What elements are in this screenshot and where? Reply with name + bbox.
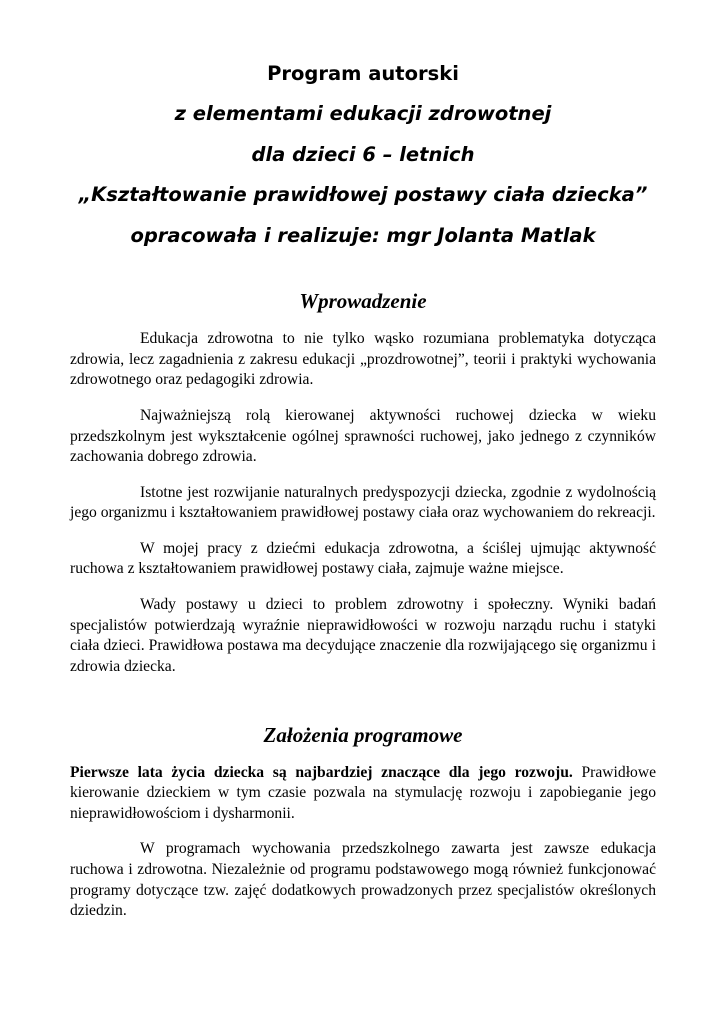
title-block bbox=[70, 62, 656, 247]
intro-heading: Wprowadzenie bbox=[299, 288, 427, 313]
assumptions-paragraph-2: W programach wychowania przedszkolnego zawarta jest zawsze edukacja ruchowa i zdrowotna. Niezależnie od programu podstawowego mogą również funkcjonować programy dotyczące tzw. zajęć dodatkowych prowadzonych przez specjalistów określonych dziedzin. bbox=[70, 840, 656, 920]
intro-paragraph-2: Najważniejszą rolą kierowanej aktywności ruchowej dziecka w wieku przedszkolnym jest wykształcenie ogólnej sprawności ruchowej, jako jednego z czynników zachowania dobrego zdrowia. bbox=[70, 406, 656, 466]
assumptions-lead-sentence: Pierwsze lata życia dziecka są najbardziej znaczące dla jego rozwoju. bbox=[70, 763, 573, 781]
assumptions-heading: Założenia programowe bbox=[263, 723, 463, 748]
document-page bbox=[70, 62, 656, 922]
assumptions-paragraph-1-rest: Prawidłowe kierowanie dzieckiem w tym czasie pozwala na stymulację rozwoju i zapobieganie jego nieprawidłowościom i dysharmonii. bbox=[70, 763, 657, 822]
program-subtitle: z elementami edukacji zdrowotnej bbox=[174, 102, 552, 126]
intro-paragraph-3: Istotne jest rozwijanie naturalnych predyspozycji dziecka, zgodnie z wydolnością jego organizmu i kształtowaniem prawidłowej postawy ciała oraz wychowaniem do rekreacji. bbox=[70, 483, 656, 522]
program-title: Program autorski bbox=[267, 62, 459, 85]
program-age-group: dla dzieci 6 – letnich bbox=[251, 142, 475, 166]
intro-paragraph-4: W mojej pracy z dziećmi edukacja zdrowotna, a ściślej ujmując aktywność ruchowa z kształtowaniem prawidłowej postawy ciała, zajmuje ważne miejsce. bbox=[70, 539, 656, 578]
program-author: opracowała i realizuje: mgr Jolanta Matlak bbox=[130, 223, 596, 247]
assumptions-paragraph-1 bbox=[70, 763, 656, 825]
intro-paragraph-5: Wady postawy u dzieci to problem zdrowotny i społeczny. Wyniki badań specjalistów potwierdzają wyraźnie nieprawidłowości w rozwoju narządu ruchu i statyki ciała dzieci. Prawidłowa postawa ma decydujące znaczenie dla rozwijającego się organizmu i zdrowia dziecka. bbox=[70, 596, 656, 675]
intro-paragraph-1: Edukacja zdrowotna to nie tylko wąsko rozumiana problematyka dotycząca zdrowia, lecz zagadnienia z zakresu edukacji „prozdrowotnej”, teorii i praktyki wychowania zdrowotnego oraz pedagogiki zdrowia. bbox=[70, 330, 656, 389]
program-name: „Kształtowanie prawidłowej postawy ciała dziecka” bbox=[78, 183, 648, 207]
